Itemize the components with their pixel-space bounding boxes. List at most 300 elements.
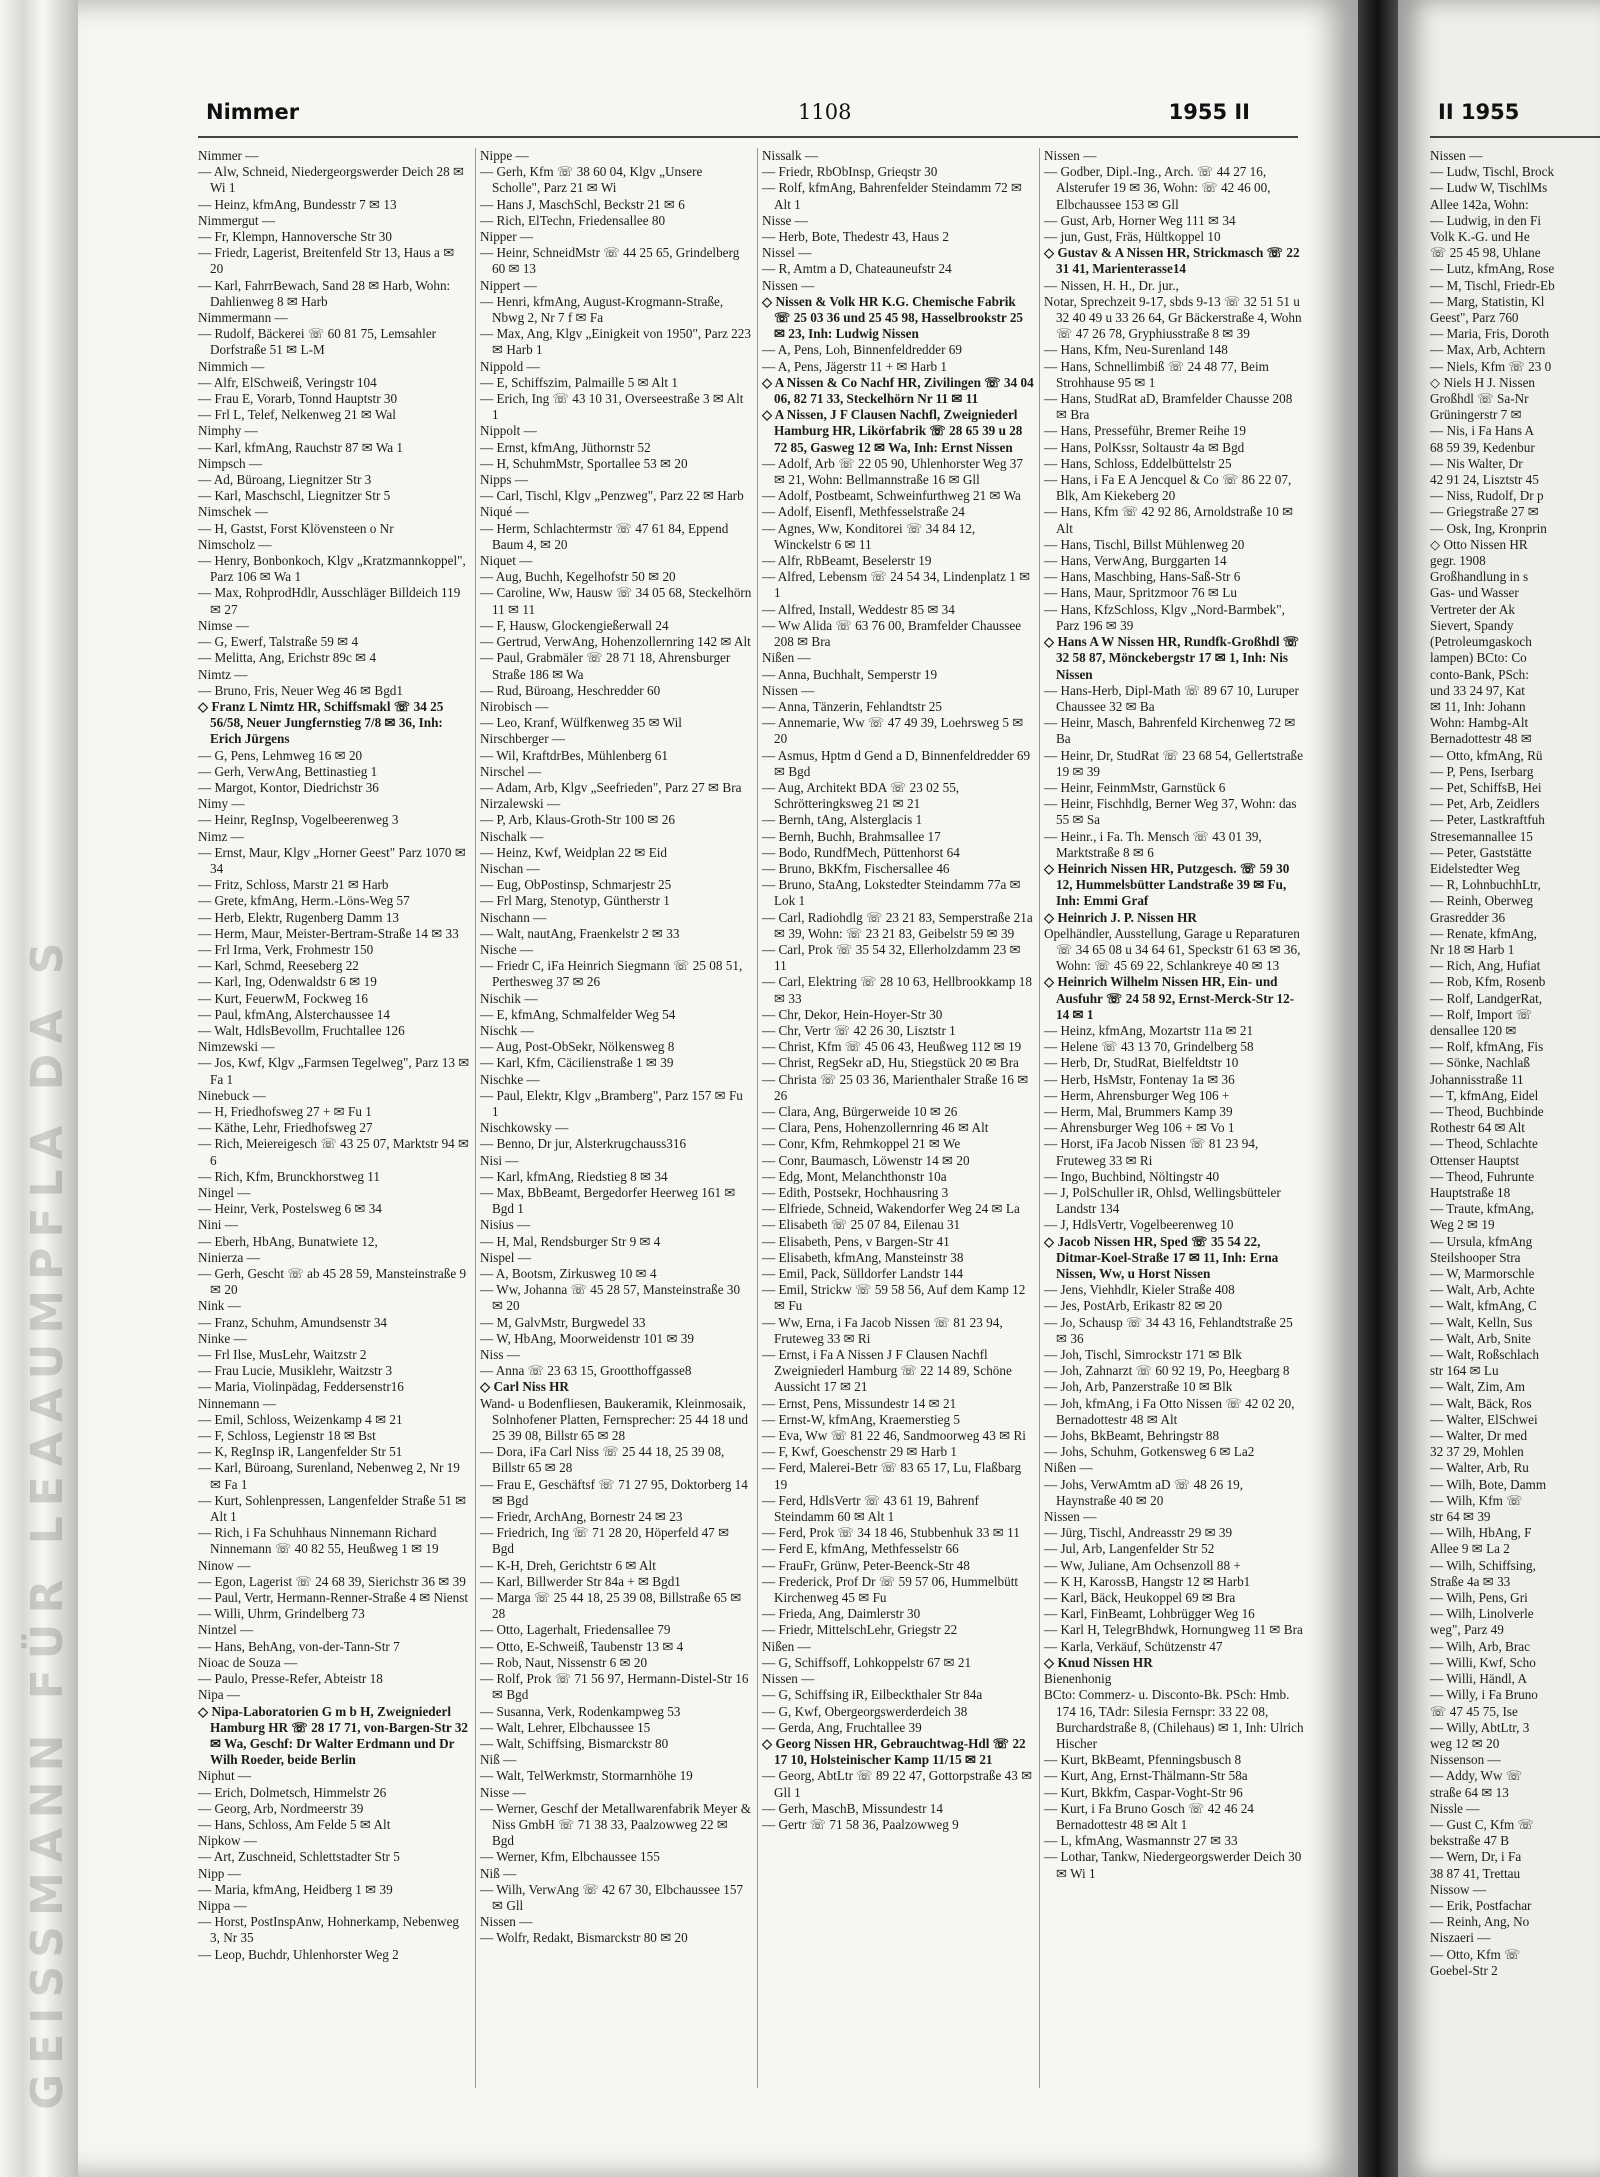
directory-entry: — Hans, StudRat aD, Bramfelder Chausse 208 ✉ Bra — [1044, 391, 1293, 423]
directory-entry: Nisse — — [762, 212, 808, 228]
directory-entry: — Johs, VerwAmtm aD ☏ 48 26 19, Haynstraße 40 ✉ 20 — [1044, 1476, 1244, 1508]
directory-entry: — Ernst, i Fa A Nissen J F Clausen Nachfl Zweigniederl Hamburg ☏ 22 14 89, Schöne Aussicht 17 ✉ 21 — [762, 1347, 1012, 1395]
directory-entry: — Max, BbBeamt, Bergedorfer Heerweg 161 ✉ Bgd 1 — [480, 1185, 736, 1217]
directory-entry: — P, Arb, Klaus-Groth-Str 100 ✉ 26 — [480, 812, 675, 828]
directory-entry: — Annemarie, Ww ☏ 47 49 39, Loehrsweg 5 ✉ 20 — [762, 715, 1024, 747]
directory-entry: — Adam, Arb, Klgv „Seefrieden", Parz 27 ✉ Bra — [480, 779, 742, 795]
next-page-entry: — Willy, AbtLtr, 3 — [1430, 1719, 1530, 1735]
directory-entry: — Carl, Tischl, Klgv „Penzweg", Parz 22 ✉ Harb — [480, 488, 744, 504]
directory-entry: Nipkow — — [198, 1833, 257, 1849]
directory-entry: — Clara, Pens, Hohenzollernring 46 ✉ Alt — [762, 1120, 989, 1136]
next-page-entry: — Peter, Lastkraftfuh — [1430, 812, 1545, 828]
directory-entry: Niß — — [480, 1865, 517, 1881]
directory-entry: Nimz — — [198, 828, 244, 844]
next-page-entry: — Gust C, Kfm ☏ — [1430, 1816, 1535, 1832]
next-page-entry: — Walt, kfmAng, C — [1430, 1298, 1537, 1314]
directory-entry: — Ww, Juliane, Am Ochsenzoll 88 + — [1044, 1557, 1241, 1573]
directory-entry: — Käthe, Lehr, Friedhofsweg 27 — [198, 1120, 373, 1136]
next-page-entry: — Rolf, kfmAng, Fis — [1430, 1039, 1544, 1055]
next-page-entry: Grasredder 36 — [1430, 909, 1506, 925]
directory-page — [78, 0, 1358, 2177]
directory-entry: ◇ Heinrich Nissen HR, Putzgesch. ☏ 59 30 12, Hummelsbütter Landstraße 39 ✉ Fu, Inh: Emmi Graf — [1044, 860, 1290, 909]
directory-entry: ◇ Carl Niss HR — [480, 1379, 569, 1395]
next-page-entry: ◇ Otto Nissen HR — [1430, 536, 1528, 552]
directory-entry: — Karl, Maschschl, Liegnitzer Str 5 — [198, 488, 391, 504]
directory-entry: — Erich, Dolmetsch, Himmelstr 26 — [198, 1784, 387, 1800]
directory-entry: — H, Friedhofsweg 27 + ✉ Fu 1 — [198, 1103, 372, 1119]
directory-entry: — Conr, Kfm, Rehmkoppel 21 ✉ We — [762, 1136, 961, 1152]
next-page-entry: — Walt, Roßschlach — [1430, 1347, 1539, 1363]
directory-entry: — Karl, kfmAng, Rauchstr 87 ✉ Wa 1 — [198, 439, 403, 455]
directory-entry: — Gerda, Ang, Fruchtallee 39 — [762, 1719, 922, 1735]
next-page-entry: — Wilh, Linolverle — [1430, 1606, 1534, 1622]
spine-stamp-text: GEISSMANN FÜR LEAAUMPFLA DA S — [22, 932, 73, 2110]
next-page-entry: — R, LohnbuchhLtr, — [1430, 877, 1541, 893]
directory-entry: — Frau E, Vorarb, Tonnd Hauptstr 30 — [198, 391, 398, 407]
directory-entry: Niqué — — [480, 504, 529, 520]
directory-entry: — Bernh, Buchh, Brahmsallee 17 — [762, 828, 941, 844]
next-page-entry: — Maria, Fris, Doroth — [1430, 326, 1550, 342]
directory-entry: Nippold — — [480, 358, 540, 374]
directory-entry: — Kurt, FeuerwM, Fockweg 16 — [198, 990, 368, 1006]
directory-entry: Nimscholz — — [198, 536, 272, 552]
directory-entry: Nink — — [198, 1298, 241, 1314]
directory-entry: — Helene ☏ 43 13 70, Grindelberg 58 — [1044, 1039, 1254, 1055]
next-page-entry: 32 37 29, Mohlen — [1430, 1444, 1524, 1460]
next-page-entry: Nissle — — [1430, 1800, 1480, 1816]
next-page-entry: Volk K.-G. und He — [1430, 229, 1530, 245]
next-page-entry: 38 87 41, Trettau — [1430, 1865, 1521, 1881]
next-page-entry: Hauptstraße 18 — [1430, 1185, 1511, 1200]
next-page-entry: — Ursula, kfmAng — [1430, 1233, 1533, 1249]
directory-entry: — K H, KarossB, Hangstr 12 ✉ Harb1 — [1044, 1573, 1251, 1589]
next-page-entry: Allee 9 ✉ La 2 — [1430, 1541, 1510, 1557]
directory-entry: — Margot, Kontor, Diedrichstr 36 — [198, 779, 379, 795]
next-page-entry: Großhandlung in s — [1430, 569, 1529, 585]
directory-entry: — Jürg, Tischl, Andreasstr 29 ✉ 39 — [1044, 1525, 1233, 1541]
directory-entry: — Ernst-W, kfmAng, Kraemerstieg 5 — [762, 1411, 961, 1427]
directory-entry: — Kurt, Ang, Ernst-Thälmann-Str 58a — [1044, 1768, 1248, 1784]
next-page-entry: und 33 24 97, Kat — [1430, 682, 1525, 698]
directory-entry: — Joh, Arb, Panzerstraße 10 ✉ Blk — [1044, 1379, 1233, 1395]
directory-entry: — Leo, Kranf, Wülfkenweg 35 ✉ Wil — [480, 715, 682, 731]
directory-entry: Nischkowsky — — [480, 1120, 569, 1136]
directory-entry: Nirzalewski — — [480, 796, 561, 812]
directory-entry: — Paul, Grabmäler ☏ 28 71 18, Ahrensburger Straße 186 ✉ Wa — [480, 650, 731, 682]
directory-entry: — Karl, Büroang, Surenland, Nebenweg 2, Nr 19 ✉ Fa 1 — [198, 1460, 460, 1492]
directory-entry: — Emil, Schloss, Weizenkamp 4 ✉ 21 — [198, 1411, 403, 1427]
next-page-entry: Ottenser Hauptst — [1430, 1152, 1519, 1168]
directory-entry: — Lothar, Tankw, Niedergeorgswerder Deich 30 ✉ Wi 1 — [1044, 1849, 1302, 1881]
directory-entry: — Christa ☏ 25 03 36, Marienthaler Straße 16 ✉ 26 — [762, 1071, 1029, 1103]
directory-entry: — Asmus, Hptm d Gend a D, Binnenfeldredder 69 ✉ Bgd — [762, 747, 1031, 779]
directory-entry: ◇ Nipa-Laboratorien G m b H, Zweigniederl Hamburg HR ☏ 28 17 71, von-Bargen-Str 32 ✉ Wa, Geschf: Dr Walter Erdmann und Dr Wilh Roeder, beide Berlin — [198, 1703, 469, 1768]
next-page-entry: densallee 120 ✉ — [1430, 1022, 1517, 1038]
directory-entry: — Caroline, Ww, Hausw ☏ 34 05 68, Steckelhörn 11 ✉ 11 — [480, 585, 752, 617]
next-page-entry: Wohn: Hambg-Alt — [1430, 715, 1529, 731]
directory-entry: — E, Schiffszim, Palmaille 5 ✉ Alt 1 — [480, 374, 678, 390]
directory-entry: — Walt, nautAng, Fraenkelstr 2 ✉ 33 — [480, 925, 680, 941]
directory-entry: — Hans, Kfm, Neu-Surenland 148 — [1044, 342, 1228, 358]
next-page-entry: — Rich, Ang, Hufiat — [1430, 958, 1541, 974]
directory-entry: — Frl Irma, Verk, Frohmestr 150 — [198, 941, 374, 957]
directory-entry: — Heinr, Fischhdlg, Berner Weg 37, Wohn: das 55 ✉ Sa — [1044, 796, 1297, 828]
directory-entry: — Ferd, Prok ☏ 34 18 46, Stubbenhuk 33 ✉ 11 — [762, 1525, 1020, 1541]
next-page-entry: — Willi, Kwf, Scho — [1430, 1654, 1536, 1670]
directory-entry: Nipps — — [480, 472, 528, 488]
next-page-entry: — Wern, Dr, i Fa — [1430, 1849, 1522, 1865]
directory-entry: Ninow — — [198, 1557, 251, 1573]
next-page-entry: — Theod, Buchbinde — [1430, 1103, 1544, 1119]
directory-entry: Nimse — — [198, 617, 249, 633]
next-page-entry: — Walt, Arb, Achte — [1430, 1282, 1535, 1298]
directory-entry: Nisse — — [480, 1784, 526, 1800]
directory-entry: — Chr, Vertr ☏ 42 26 30, Lisztstr 1 — [762, 1022, 956, 1038]
directory-entry: ◇ Heinrich J. P. Nissen HR — [1044, 909, 1197, 925]
next-page-header: II 1955 — [1438, 100, 1520, 124]
next-page-entry: — Ludw, Tischl, Brock — [1430, 164, 1555, 180]
next-page-entry: — Niels, Kfm ☏ 23 0 — [1430, 358, 1552, 374]
next-page-entry: — Theod, Fuhrunte — [1430, 1168, 1535, 1184]
directory-entry: — K-H, Dreh, Gerichtstr 6 ✉ Alt — [480, 1557, 656, 1573]
directory-entry: — Anna ☏ 23 63 15, Grootthoffgasse8 — [480, 1363, 692, 1379]
directory-entry: — Joh, kfmAng, i Fa Otto Nissen ☏ 42 02 20, Bernadottestr 48 ✉ Alt — [1044, 1395, 1295, 1427]
directory-entry: — Rich, ElTechn, Friedensallee 80 — [480, 212, 666, 228]
directory-entry: — Alw, Schneid, Niedergeorgswerder Deich 28 ✉ Wi 1 — [198, 164, 465, 196]
directory-entry: Nissen — — [1044, 148, 1097, 163]
next-page-entry: Gas- und Wasser — [1430, 585, 1519, 601]
directory-entry: — Herm, Ahrensburger Weg 106 + — [1044, 1087, 1230, 1103]
directory-entry: — Aug, Buchh, Kegelhofstr 50 ✉ 20 — [480, 569, 676, 585]
directory-entry: — J, HdlsVertr, Vogelbeerenweg 10 — [1044, 1217, 1234, 1233]
next-page-entry: — Addy, Ww ☏ — [1430, 1768, 1523, 1784]
directory-entry: Nischik — — [480, 990, 538, 1006]
directory-entry: Nisi — — [480, 1152, 519, 1168]
directory-entry: — Gertr ☏ 71 58 36, Paalzowweg 9 — [762, 1816, 959, 1832]
next-page-entry: — Max, Arb, Achtern — [1430, 342, 1546, 358]
next-page-entry: Grüningerstr 7 ✉ — [1430, 407, 1522, 423]
directory-entry: — Jul, Arb, Langenfelder Str 52 — [1044, 1541, 1215, 1557]
directory-entry: — Paul, kfmAng, Alsterchaussee 14 — [198, 1006, 390, 1022]
directory-entry: — Karl, Billwerder Str 84a + ✉ Bgd1 — [480, 1573, 681, 1589]
directory-entry: — Maria, kfmAng, Heidberg 1 ✉ 39 — [198, 1881, 393, 1897]
directory-entry: — Eva, Ww ☏ 81 22 46, Sandmoorweg 43 ✉ Ri — [762, 1428, 1026, 1444]
directory-entry: — Joh, Tischl, Simrockstr 171 ✉ Blk — [1044, 1347, 1242, 1363]
directory-entry: Niß — — [480, 1752, 517, 1768]
directory-entry: — Walt, TelWerkmstr, Stormarnhöhe 19 — [480, 1768, 693, 1784]
directory-entry: Nischann — — [480, 909, 547, 925]
directory-entry: — Ahrensburger Weg 106 + ✉ Vo 1 — [1044, 1120, 1235, 1136]
next-page-entry: Goebel-Str 2 — [1430, 1962, 1498, 1978]
directory-entry: — Heinr, Masch, Bahrenfeld Kirchenweg 72 ✉ Ba — [1044, 715, 1296, 747]
directory-entry: — Ad, Büroang, Liegnitzer Str 3 — [198, 472, 372, 488]
directory-entry: — Ww, Erna, i Fa Jacob Nissen ☏ 81 23 94, Fruteweg 33 ✉ Ri — [762, 1314, 1003, 1346]
directory-entry: — Adolf, Arb ☏ 22 05 90, Uhlenhorster Weg 37 ✉ 21, Wohn: Bellmannstraße 16 ✉ Gll — [762, 455, 1023, 488]
directory-entry: — G, Ewerf, Talstraße 59 ✉ 4 — [198, 634, 359, 650]
directory-entry: — F, Hausw, Glockengießerwall 24 — [480, 617, 669, 633]
directory-entry: Nimmergut — — [198, 212, 276, 228]
next-page-entry: — T, kfmAng, Eidel — [1430, 1087, 1539, 1103]
next-page-entry: Nissenson — — [1430, 1752, 1501, 1768]
directory-entry: — Otto, E-Schweiß, Taubenstr 13 ✉ 4 — [480, 1638, 684, 1654]
next-page-entry: — Rob, Kfm, Rosenb — [1430, 974, 1546, 990]
directory-entry: Bienenhonig — [1044, 1671, 1112, 1687]
directory-entry: — Ernst, kfmAng, Jüthornstr 52 — [480, 439, 651, 455]
directory-entry: — Susanna, Verk, Rodenkampweg 53 — [480, 1703, 681, 1719]
directory-entry: — Henry, Bonbonkoch, Klgv „Kratzmannkoppel", Parz 106 ✉ Wa 1 — [198, 553, 466, 585]
directory-entry: — Hans, Kfm ☏ 42 92 86, Arnoldstraße 10 ✉ Alt — [1044, 504, 1294, 536]
directory-entry: — Maria, Violinpädag, Feddersenstr16 — [198, 1379, 404, 1395]
directory-entry: — Bernh, tAng, Alsterglacis 1 — [762, 812, 923, 828]
directory-entry: — Heinr., i Fa. Th. Mensch ☏ 43 01 39, Marktstraße 8 ✉ 6 — [1044, 828, 1262, 860]
directory-entry: — Conr, Baumasch, Löwenstr 14 ✉ 20 — [762, 1152, 970, 1168]
directory-entry: — Karl, Schmd, Reeseberg 22 — [198, 958, 359, 974]
directory-entry: — Herb, Elektr, Rugenberg Damm 13 — [198, 909, 400, 925]
directory-entry: — K, RegInsp iR, Langenfelder Str 51 — [198, 1444, 403, 1460]
directory-entry: — Gust, Arb, Horner Weg 111 ✉ 34 — [1044, 212, 1236, 228]
directory-entry: — Hans, Presseführ, Bremer Reihe 19 — [1044, 423, 1246, 439]
directory-entry: — Willi, Uhrm, Grindelberg 73 — [198, 1606, 365, 1622]
next-page-entry: — Pet, SchiffsB, Hei — [1430, 779, 1542, 795]
directory-entry: — G, Pens, Lehmweg 16 ✉ 20 — [198, 747, 363, 763]
directory-entry: — H, Gastst, Forst Klövensteen o Nr — [198, 520, 394, 536]
next-page-entry: — Marg, Statistin, Kl — [1430, 293, 1545, 309]
directory-entry: ◇ Georg Nissen HR, Gebrauchtwag-Hdl ☏ 22 17 10, Holsteinischer Kamp 11/15 ✉ 21 — [762, 1735, 1026, 1768]
directory-entry: — Herm, Mal, Brummers Kamp 39 — [1044, 1103, 1233, 1119]
directory-entry: Ningel — — [198, 1185, 251, 1200]
next-page-entry: — Willi, Händl, A — [1430, 1671, 1528, 1687]
directory-entry: — Bruno, BkKfm, Fischersallee 46 — [762, 860, 950, 876]
directory-entry: BCto: Commerz- u. Disconto-Bk. PSch: Hmb. 174 16, TAdr: Silesia Fernspr: 33 22 08, Burchardstraße 8, (Chilehaus) ✉ 1, Inh: Ulrich Hischer — [1044, 1687, 1304, 1751]
directory-entry: Nissen — — [762, 277, 815, 293]
directory-entry: — FrauFr, Grünw, Peter-Beenck-Str 48 — [762, 1557, 970, 1573]
next-page-entry: bekstraße 47 B — [1430, 1833, 1510, 1849]
directory-entry: — Frederick, Prof Dr ☏ 59 57 06, Hummelbütt Kirchenweg 45 ✉ Fu — [762, 1573, 1019, 1606]
directory-entry: — Heinz, kfmAng, Mozartstr 11a ✉ 21 — [1044, 1022, 1254, 1038]
directory-entry: — Hans-Herb, Dipl-Math ☏ 89 67 10, Luruper Chaussee 32 ✉ Ba — [1044, 682, 1299, 714]
directory-entry: — Elisabeth, Pens, v Bargen-Str 41 — [762, 1233, 950, 1249]
directory-entry: — Marga ☏ 25 44 18, 25 39 08, Billstraße 65 ✉ 28 — [480, 1590, 742, 1622]
directory-entry: — Karl, Kfm, Cäcilienstraße 1 ✉ 39 — [480, 1055, 674, 1071]
directory-entry: Nintzel — — [198, 1622, 254, 1638]
next-page-entry: — Wilh, Bote, Damm — [1430, 1476, 1547, 1492]
next-page-entry: 42 91 24, Lisztstr 45 — [1430, 472, 1539, 488]
directory-entry: Nissen — — [762, 1671, 815, 1687]
next-page-entry: — Theod, Schlachte — [1430, 1136, 1538, 1152]
directory-entry: — Ernst, Maur, Klgv „Horner Geest" Parz 1070 ✉ 34 — [198, 844, 466, 876]
directory-entry: — Rudolf, Bäckerei ☏ 60 81 75, Lemsahler Dorfstraße 51 ✉ L-M — [198, 326, 437, 358]
next-page-entry: ◇ Niels H J. Nissen — [1430, 374, 1536, 390]
directory-entry: Niphut — — [198, 1768, 252, 1784]
column-divider — [1039, 148, 1040, 2088]
next-page-entry: — Walter, Arb, Ru — [1430, 1460, 1529, 1476]
next-page-entry: — Ludwig, in den Fi — [1430, 212, 1541, 228]
next-page-entry: — Wilh, Kfm ☏ — [1430, 1492, 1523, 1508]
directory-entry: — A, Bootsm, Zirkusweg 10 ✉ 4 — [480, 1266, 657, 1282]
directory-entry: — Hans, i Fa E A Jencquel & Co ☏ 86 22 07, Blk, Am Kiekeberg 20 — [1044, 472, 1292, 504]
directory-entry: — Ferd, Malerei-Betr ☏ 83 65 17, Lu, Flaßbarg 19 — [762, 1460, 1022, 1492]
directory-entry: — Walt, Schiffsing, Bismarckstr 80 — [480, 1735, 669, 1751]
next-page-entry: — Traute, kfmAng, — [1430, 1201, 1535, 1217]
directory-entry: — Heinr, Verk, Postelsweg 6 ✉ 34 — [198, 1201, 382, 1217]
directory-entry: — Leop, Buchdr, Uhlenhorster Weg 2 — [198, 1946, 399, 1962]
directory-entry: — Herb, Bote, Thedestr 43, Haus 2 — [762, 229, 949, 245]
next-page-entry: — Rolf, Import ☏ — [1430, 1006, 1533, 1022]
directory-entry: — Friedr, Lagerist, Breitenfeld Str 13, Haus a ✉ 20 — [198, 245, 455, 277]
directory-entry: — Ernst, Pens, Missundestr 14 ✉ 21 — [762, 1395, 957, 1411]
directory-entry: Nißen — — [1044, 1460, 1093, 1476]
directory-entry: — Walt, Lehrer, Elbchaussee 15 — [480, 1719, 651, 1735]
directory-entry: — Hans, KfzSchloss, Klgv „Nord-Barmbek", Parz 196 ✉ 39 — [1044, 601, 1285, 633]
directory-entry: Nimy — — [198, 796, 245, 812]
directory-entry: ◇ Jacob Nissen HR, Sped ☏ 35 54 22, Ditmar-Koel-Straße 17 ✉ 11, Inh: Erna Nissen, Ww, u Horst Nissen — [1044, 1233, 1279, 1282]
next-page-entry: ☏ 25 45 98, Uhlane — [1430, 245, 1541, 261]
next-page-entry: gegr. 1908 — [1430, 553, 1486, 569]
next-page-entry: — Peter, Gaststätte — [1430, 844, 1532, 860]
directory-entry: — Benno, Dr jur, Alsterkrugchauss316 — [480, 1136, 687, 1152]
directory-entry: — Nissen, H. H., Dr. jur., — [1044, 277, 1179, 293]
directory-entry: Ninnemann — — [198, 1395, 277, 1411]
directory-entry: — Agnes, Ww, Konditorei ☏ 34 84 12, Winckelstr 6 ✉ 11 — [762, 520, 976, 552]
next-page-entry: — P, Pens, Iserbarg — [1430, 763, 1534, 779]
directory-entry: — Karl H, TelegrBhdwk, Hornungweg 11 ✉ Bra — [1044, 1622, 1303, 1638]
next-page-column — [1430, 148, 1600, 2128]
directory-entry: — Georg, AbtLtr ☏ 89 22 47, Gottorpstraße 43 ✉ Gll 1 — [762, 1768, 1033, 1800]
directory-entry: — Friedr C, iFa Heinrich Siegmann ☏ 25 08 51, Perthesweg 37 ✉ 26 — [480, 958, 743, 990]
next-page-entry: Rothestr 64 ✉ Alt — [1430, 1120, 1525, 1136]
directory-entry: — Karla, Verkäuf, Schützenstr 47 — [1044, 1638, 1223, 1654]
directory-entry: — Paulo, Presse-Refer, Abteistr 18 — [198, 1671, 383, 1687]
directory-entry: — Karl, Ing, Odenwaldstr 6 ✉ 19 — [198, 974, 377, 990]
directory-entry: — Emil, Strickw ☏ 59 58 56, Auf dem Kamp 12 ✉ Fu — [762, 1282, 1026, 1314]
directory-entry: ◇ Gustav & A Nissen HR, Strickmasch ☏ 22 31 41, Marienterasse14 — [1044, 245, 1300, 277]
directory-entry: — Friedr, RbObInsp, Grieqstr 30 — [762, 164, 938, 180]
next-page-entry: Großhdl ☏ Sa-Nr — [1430, 391, 1529, 407]
directory-entry: — Karl, Bäck, Heukoppel 69 ✉ Bra — [1044, 1590, 1236, 1606]
directory-entry: ◇ Heinrich Wilhelm Nissen HR, Ein- und Ausfuhr ☏ 24 58 92, Ernst-Merck-Str 12-14 ✉ 1 — [1044, 974, 1295, 1022]
column-2 — [480, 148, 752, 2128]
next-page-entry: Nissen — — [1430, 148, 1483, 163]
directory-entry: — Walt, HdlsBevollm, Fruchtallee 126 — [198, 1022, 405, 1038]
next-page-entry: Vertreter der Ak — [1430, 601, 1515, 617]
directory-entry: — Ingo, Buchbind, Nöltingstr 40 — [1044, 1168, 1220, 1184]
next-page-entry: — Wilh, Pens, Gri — [1430, 1590, 1528, 1606]
directory-entry: — Clara, Ang, Bürgerweide 10 ✉ 26 — [762, 1103, 958, 1119]
directory-entry: ◇ Knud Nissen HR — [1044, 1654, 1153, 1670]
directory-entry: — Hans, Schnellimbiß ☏ 24 48 77, Beim Strohhause 95 ✉ 1 — [1044, 358, 1269, 390]
directory-entry: — Paul, Elektr, Klgv „Bramberg", Parz 157 ✉ Fu 1 — [480, 1087, 743, 1119]
directory-entry: — Aug, Architekt BDA ☏ 23 02 55, Schrötteringksweg 21 ✉ 21 — [762, 779, 960, 812]
next-page-entry: — Renate, kfmAng, — [1430, 925, 1537, 941]
directory-entry: — Hans, PolKssr, Soltaustr 4a ✉ Bgd — [1044, 439, 1245, 455]
next-page-entry: — Rolf, LandgerRat, — [1430, 990, 1543, 1006]
directory-entry: — Erich, Ing ☏ 43 10 31, Overseestraße 3 ✉ Alt 1 — [480, 391, 744, 423]
directory-entry: — Horst, PostInspAnw, Hohnerkamp, Nebenweg 3, Nr 35 — [198, 1914, 460, 1946]
page-header — [78, 100, 1358, 140]
directory-entry: — Wolfr, Redakt, Bismarckstr 80 ✉ 20 — [480, 1930, 688, 1946]
directory-entry: — Frl Ilse, MusLehr, Waitzstr 2 — [198, 1347, 367, 1363]
next-page-entry: — Erik, Postfachar — [1430, 1897, 1532, 1913]
directory-entry: — Gertrud, VerwAng, Hohenzollernring 142 ✉ Alt — [480, 634, 751, 650]
directory-entry: — Bruno, Fris, Neuer Weg 46 ✉ Bgd1 — [198, 682, 403, 698]
directory-entry: — A, Pens, Jägerstr 11 + ✉ Harb 1 — [762, 358, 948, 374]
next-page-entry: Nr 18 ✉ Harb 1 — [1430, 941, 1515, 957]
directory-entry: — Otto, Lagerhalt, Friedensallee 79 — [480, 1622, 671, 1638]
directory-entry: — Rob, Naut, Nissenstr 6 ✉ 20 — [480, 1654, 648, 1670]
directory-entry: — Herm, Schlachtermstr ☏ 47 61 84, Eppend Baum 4, ✉ 20 — [480, 520, 729, 552]
directory-entry: Nissel — — [762, 245, 812, 261]
directory-entry: — Jens, Viehhdlr, Kieler Straße 408 — [1044, 1282, 1235, 1298]
column-3 — [762, 148, 1034, 2128]
directory-entry: Nimtz — — [198, 666, 248, 682]
next-page-entry: — Walt, Arb, Snite — [1430, 1330, 1531, 1346]
next-page-entry: — Walt, Bäck, Ros — [1430, 1395, 1532, 1411]
directory-entry: Ninke — — [198, 1330, 247, 1346]
directory-entry: — Heinr, Dr, StudRat ☏ 23 68 54, Gellertstraße 19 ✉ 39 — [1044, 747, 1303, 779]
directory-entry: Notar, Sprechzeit 9-17, sbds 9-13 ☏ 32 51 51 u 32 40 49 u 33 26 64, Gr Bäckerstraße 4, Wohn ☏ 47 26 78, Gryphiusstraße 8 ✉ 39 — [1044, 293, 1302, 342]
directory-entry: — Anna, Tänzerin, Fehlandtstr 25 — [762, 698, 942, 714]
directory-entry: Opelhändler, Ausstellung, Garage u Reparaturen ☏ 34 65 08 u 34 64 61, Speckstr 61 63 ✉ 36, Wohn: ☏ 45 69 22, Schlankreye 40 ✉ 13 — [1044, 925, 1301, 974]
directory-entry: — Hans, BehAng, von-der-Tann-Str 7 — [198, 1638, 400, 1654]
next-page-entry: Geest", Parz 760 — [1430, 310, 1519, 326]
next-page-entry: Sievert, Spandy — [1430, 617, 1514, 633]
directory-entry: — Heinz, Kwf, Weidplan 22 ✉ Eid — [480, 844, 668, 860]
directory-entry: — Heinr, FeinmMstr, Garnstück 6 — [1044, 779, 1226, 795]
directory-entry: — Aug, Post-ObSekr, Nölkensweg 8 — [480, 1039, 675, 1055]
directory-entry: Nissen — — [1044, 1509, 1097, 1525]
directory-entry: ◇ Nissen & Volk HR K.G. Chemische Fabrik ☏ 25 03 36 und 25 45 98, Hasselbrookstr 25 ✉ 23, Inh: Ludwig Nissen — [762, 293, 1024, 342]
directory-entry: — Ww, Johanna ☏ 45 28 57, Mansteinstraße 30 ✉ 20 — [480, 1282, 741, 1314]
next-page-entry: Nissow — — [1430, 1881, 1487, 1897]
directory-entry: — Karl, FahrrBewach, Sand 28 ✉ Harb, Wohn: Dahlienweg 8 ✉ Harb — [198, 277, 451, 309]
directory-entry: — Elisabeth ☏ 25 07 84, Eilenau 31 — [762, 1217, 961, 1233]
next-page-entry: Eidelstedter Weg — [1430, 860, 1520, 876]
next-header-rule — [1430, 136, 1600, 138]
directory-entry: Wand- u Bodenfliesen, Baukeramik, Kleinmosaik, Solnhofener Platten, Fernsprecher: 25 44 18 und 25 39 08, Billstr 65 ✉ 28 — [480, 1395, 749, 1444]
directory-entry: Nippe — — [480, 148, 529, 163]
directory-entry: — Frl L, Telef, Nelkenweg 21 ✉ Wal — [198, 407, 396, 423]
directory-entry: — Gerh, Kfm ☏ 38 60 04, Klgv „Unsere Scholle", Parz 21 ✉ Wi — [480, 164, 703, 196]
next-page-entry: — Niss, Rudolf, Dr p — [1430, 488, 1544, 504]
next-page-entry: Niszaeri — — [1430, 1930, 1491, 1946]
directory-entry: — Frieda, Ang, Daimlerstr 30 — [762, 1606, 921, 1622]
directory-entry: — Heinz, kfmAng, Bundesstr 7 ✉ 13 — [198, 196, 397, 212]
next-page-entry: str 164 ✉ Lu — [1430, 1363, 1499, 1379]
directory-entry: — Frau Lucie, Musiklehr, Waitzstr 3 — [198, 1363, 393, 1379]
next-page-entry: — Nis, i Fa Hans A — [1430, 423, 1535, 439]
directory-entry: ◇ Hans A W Nissen HR, Rundfk-Großhdl ☏ 32 58 87, Mönckebergstr 17 ✉ 1, Inh: Nis Nissen — [1044, 634, 1300, 682]
next-page-entry: — Walt, Zim, Am — [1430, 1379, 1526, 1395]
directory-entry: — Herb, Dr, StudRat, Bielfeldtstr 10 — [1044, 1055, 1239, 1071]
directory-entry: Niss — — [480, 1347, 520, 1363]
directory-entry: — Heinr, RegInsp, Vogelbeerenweg 3 — [198, 812, 399, 828]
next-page-entry: — M, Tischl, Friedr-Eb — [1430, 277, 1555, 293]
directory-entry: — Kurt, i Fa Bruno Gosch ☏ 42 46 24 Bernadottestr 48 ✉ Alt 1 — [1044, 1800, 1254, 1832]
directory-entry: — R, Amtm a D, Chateauneufstr 24 — [762, 261, 952, 277]
header-running-name: Nimmer — [206, 100, 300, 124]
next-page-entry: weg", Parz 49 — [1430, 1622, 1504, 1638]
directory-entry: — Hans J, MaschSchl, Beckstr 21 ✉ 6 — [480, 196, 685, 212]
next-page-entry: — Reinh, Oberweg — [1430, 893, 1533, 909]
directory-entry: — W, HbAng, Moorweidenstr 101 ✉ 39 — [480, 1330, 694, 1346]
directory-entry: — Carl, Radiohdlg ☏ 23 21 83, Semperstraße 21a ✉ 39, Wohn: ☏ 23 21 83, Geibelstr 59 ✉ 39 — [762, 909, 1033, 941]
directory-entry: — Gerh, Gescht ☏ ab 45 28 59, Mansteinstraße 9 ✉ 20 — [198, 1266, 467, 1298]
directory-entry: — Alfred, Lebensm ☏ 24 54 34, Lindenplatz 1 ✉ 1 — [762, 569, 1031, 601]
directory-entry: — Hans, Schloss, Eddelbüttelstr 25 — [1044, 455, 1232, 471]
directory-entry: — Herb, HsMstr, Fontenay 1a ✉ 36 — [1044, 1071, 1235, 1087]
book-gutter — [1358, 0, 1398, 2177]
directory-entry: — Frl Marg, Stenotyp, Güntherstr 1 — [480, 893, 670, 909]
